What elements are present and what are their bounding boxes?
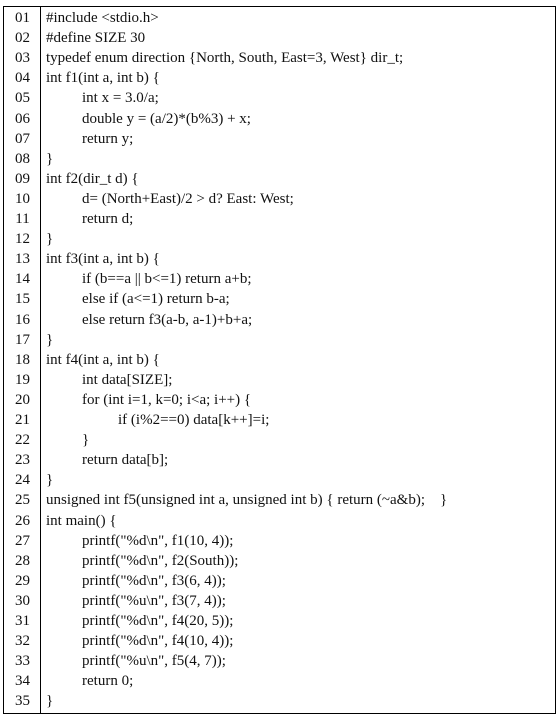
code-line: return 0;: [82, 673, 134, 690]
code-line: typedef enum direction {North, South, East=3, West} dir_t;: [46, 50, 404, 67]
code-line: #include <stdio.h>: [46, 10, 159, 26]
code-line: int f2(dir_t d) {: [46, 170, 139, 187]
code-line: int main() {: [46, 512, 117, 529]
code-line: else return f3(a-b, a-1)+b+a;: [82, 311, 253, 328]
line-number: 02: [15, 30, 30, 47]
code-line: printf("%d\n", f4(10, 4));: [82, 633, 234, 650]
code-line: int x = 3.0/a;: [82, 90, 159, 107]
code-line: return y;: [82, 130, 134, 147]
code-listing-table: [3, 6, 556, 714]
code-line: if (b==a || b<=1) return a+b;: [82, 271, 252, 288]
line-number: 33: [15, 653, 30, 670]
line-number: 04: [15, 70, 30, 87]
code-line: double y = (a/2)*(b%3) + x;: [82, 110, 251, 127]
line-number: 35: [15, 693, 30, 710]
code-line: }: [46, 331, 54, 348]
line-number: 18: [15, 351, 30, 368]
line-number: 15: [15, 291, 30, 308]
code-line: return data[b];: [82, 452, 169, 469]
line-number: 19: [15, 371, 30, 388]
line-number: 28: [15, 552, 30, 569]
code-line: unsigned int f5(unsigned int a, unsigned int b) { return (~a&b); }: [46, 492, 448, 509]
code-line: else if (a<=1) return b-a;: [82, 291, 230, 308]
code-line: for (int i=1, k=0; i<a; i++) {: [82, 391, 252, 408]
line-number: 12: [15, 231, 30, 248]
line-number: 24: [15, 472, 30, 489]
line-number: 23: [15, 452, 30, 469]
line-number: 30: [15, 592, 30, 609]
code-line: #define SIZE 30: [46, 30, 146, 47]
line-number: 25: [15, 492, 30, 509]
line-number: 34: [15, 673, 30, 690]
line-number: 10: [15, 190, 30, 207]
code-line: int f3(int a, int b) {: [46, 251, 160, 268]
code-line: printf("%d\n", f1(10, 4));: [82, 532, 234, 549]
code-line: printf("%d\n", f3(6, 4));: [82, 572, 226, 589]
line-number: 05: [15, 90, 30, 107]
line-number: 21: [15, 412, 30, 428]
line-number: 01: [15, 10, 30, 26]
line-number: 22: [15, 432, 30, 449]
line-number: 29: [15, 572, 30, 589]
line-number: 27: [15, 532, 30, 549]
line-number-column: [4, 7, 41, 713]
line-number: 08: [15, 150, 30, 167]
line-number: 03: [15, 50, 30, 67]
code-line: printf("%u\n", f3(7, 4));: [82, 592, 226, 609]
code-line: int data[SIZE];: [82, 371, 173, 388]
line-number: 06: [15, 110, 30, 127]
line-number: 11: [15, 211, 30, 227]
code-line: }: [46, 472, 54, 489]
code-line: return d;: [82, 211, 134, 227]
line-number: 32: [15, 633, 30, 650]
line-number: 13: [15, 251, 30, 268]
line-number: 09: [15, 170, 30, 187]
code-line: printf("%d\n", f4(20, 5));: [82, 613, 234, 629]
line-number: 14: [15, 271, 30, 288]
code-line: printf("%u\n", f5(4, 7));: [82, 653, 226, 670]
line-number: 16: [15, 311, 30, 328]
code-line: printf("%d\n", f2(South));: [82, 552, 239, 569]
code-line: }: [46, 150, 54, 167]
code-line: int f4(int a, int b) {: [46, 351, 160, 368]
line-number: 20: [15, 391, 30, 408]
code-line: if (i%2==0) data[k++]=i;: [118, 412, 270, 428]
code-line: int f1(int a, int b) {: [46, 70, 160, 87]
code-line: }: [46, 231, 54, 248]
code-line: }: [82, 432, 90, 449]
line-number: 07: [15, 130, 30, 147]
code-line: }: [46, 693, 54, 710]
line-number: 17: [15, 331, 30, 348]
line-number: 31: [15, 613, 30, 629]
line-number: 26: [15, 512, 30, 529]
code-line: d= (North+East)/2 > d? East: West;: [82, 190, 294, 207]
